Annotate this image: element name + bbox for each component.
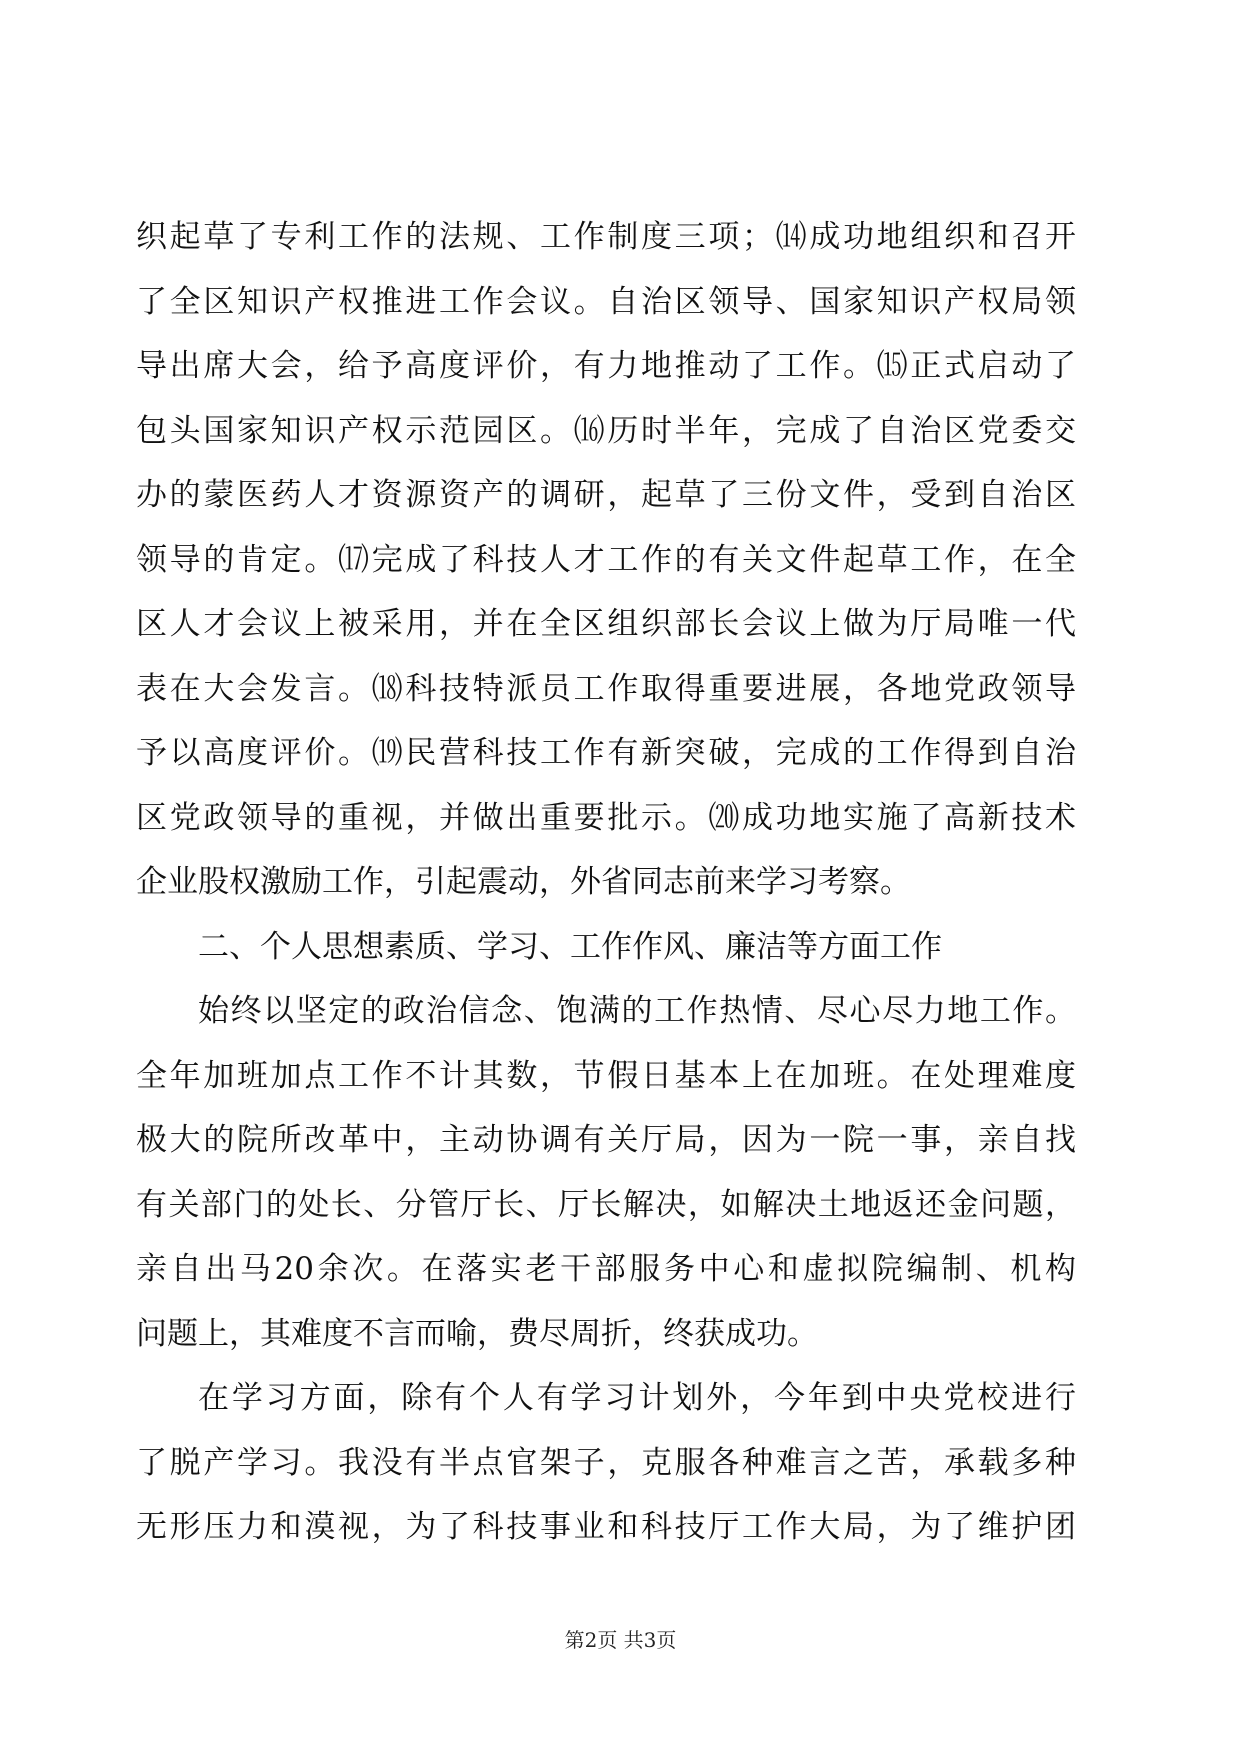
text-line: 有关部门的处长、分管厅长、厅长解决，如解决土地返还金问题， bbox=[136, 1186, 1076, 1223]
text-line: 全年加班加点工作不计其数，节假日基本上在加班。在处理难度 bbox=[136, 1057, 1076, 1094]
text-line: 织起草了专利工作的法规、工作制度三项；⒁成功地组织和召开 bbox=[136, 219, 1076, 255]
text-line: 区人才会议上被采用，并在全区组织部长会议上做为厅局唯一代 bbox=[136, 606, 1076, 642]
text-line: 导出席大会，给予高度评价，有力地推动了工作。⒂正式启动了 bbox=[136, 348, 1076, 384]
text-line: 了全区知识产权推进工作会议。自治区领导、国家知识产权局领 bbox=[136, 283, 1076, 320]
text-line: 办的蒙医药人才资源资产的调研，起草了三份文件，受到自治区 bbox=[136, 477, 1076, 513]
text-line: 区党政领导的重视，并做出重要批示。⒇成功地实施了高新技术 bbox=[136, 799, 1076, 836]
text-line: 了脱产学习。我没有半点官架子，克服各种难言之苦，承载多种 bbox=[136, 1444, 1076, 1481]
text-line: 问题上，其难度不言而喻，费尽周折，终获成功。 bbox=[136, 1315, 818, 1352]
section-heading: 二、个人思想素质、学习、工作作风、廉洁等方面工作 bbox=[198, 928, 942, 965]
text-line: 极大的院所改革中，主动协调有关厅局，因为一院一事，亲自找 bbox=[136, 1122, 1076, 1158]
text-line: 企业股权激励工作，引起震动，外省同志前来学习考察。 bbox=[136, 864, 911, 900]
text-line: 表在大会发言。⒅科技特派员工作取得重要进展，各地党政领导 bbox=[136, 670, 1076, 707]
text-line: 予以高度评价。⒆民营科技工作有新突破，完成的工作得到自治 bbox=[136, 735, 1076, 771]
document-body bbox=[136, 205, 1076, 1560]
page-number-footer: 第2页 共3页 bbox=[564, 1628, 677, 1652]
text-line: 无形压力和漠视，为了科技事业和科技厅工作大局，为了维护团 bbox=[136, 1509, 1076, 1545]
text-line: 始终以坚定的政治信念、饱满的工作热情、尽心尽力地工作。 bbox=[198, 993, 1076, 1029]
text-line: 包头国家知识产权示范园区。⒃历时半年，完成了自治区党委交 bbox=[136, 412, 1076, 449]
text-line: 亲自出马20余次。在落实老干部服务中心和虚拟院编制、机构 bbox=[136, 1251, 1076, 1287]
text-line: 领导的肯定。⒄完成了科技人才工作的有关文件起草工作，在全 bbox=[136, 541, 1076, 578]
text-line: 在学习方面，除有个人有学习计划外，今年到中央党校进行 bbox=[198, 1380, 1076, 1416]
